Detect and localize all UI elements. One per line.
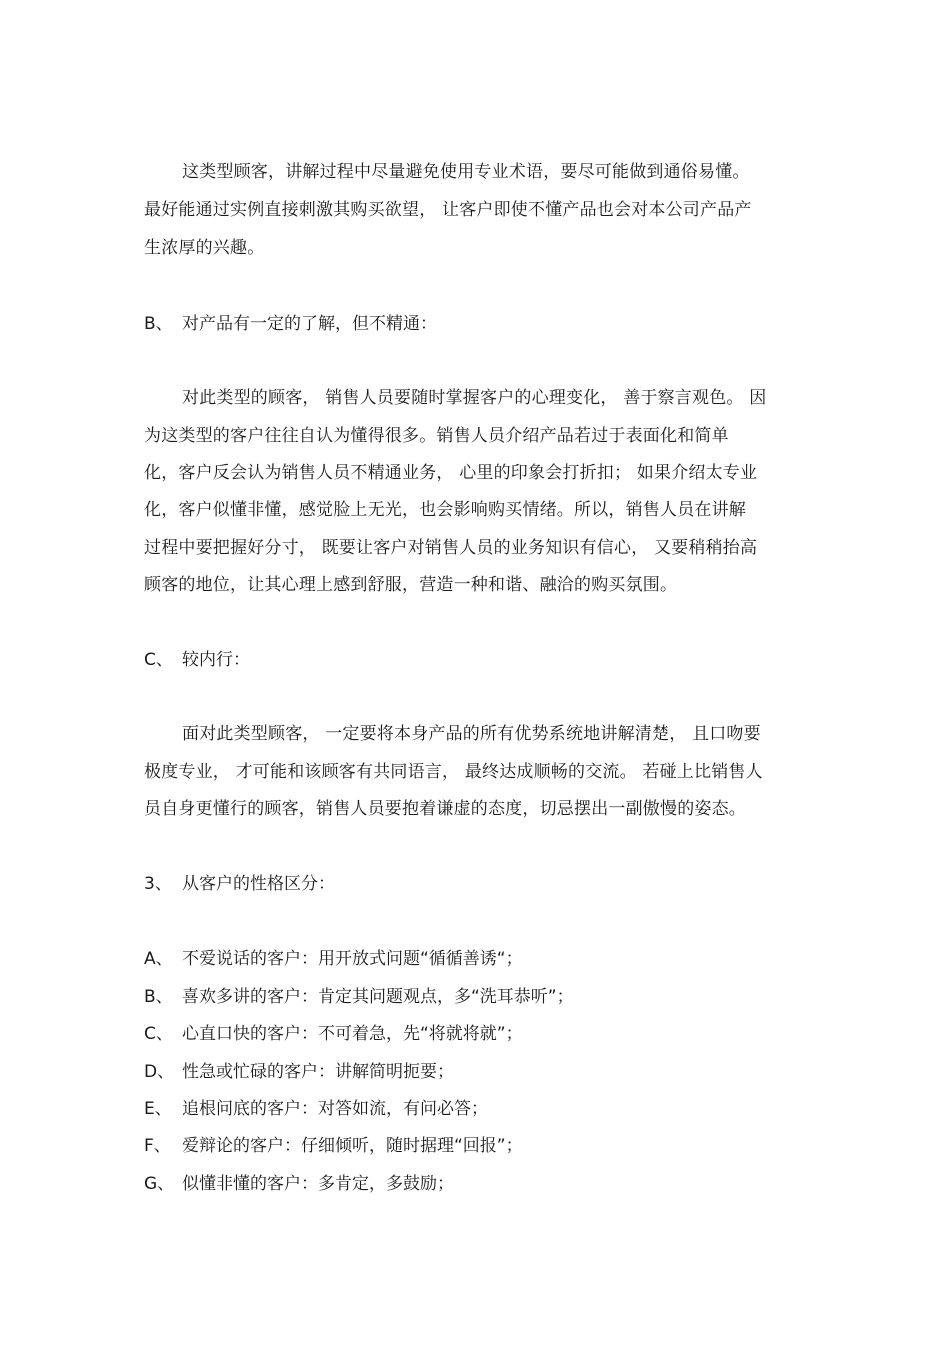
list-item-d: 性急或忙碌的客户：讲解简明扼要；: [182, 1062, 454, 1082]
section-b-marker: B、: [144, 314, 173, 334]
list-item-a: 不爱说话的客户：用开放式问题“循循善诱“；: [182, 949, 523, 969]
paragraph-1-line-1: 这类型顾客，讲解过程中尽量避免使用专业术语，要尽可能做到通俗易懂。: [182, 162, 750, 182]
list-item-f: 爱辩论的客户：仔细倾听，随时据理“回报”；: [182, 1136, 523, 1156]
list-item-e-marker: E、: [144, 1099, 172, 1119]
list-item-b: 喜欢多讲的客户：肯定其问题观点，多“洗耳恭听”；: [182, 987, 574, 1007]
paragraph-3-line-3: 员自身更懂行的顾客，销售人员要抱着谦虚的态度，切忌摆出一副傲慢的姿态。: [144, 799, 746, 819]
paragraph-2-line-1: 对此类型的顾客， 销售人员要随时掌握客户的心理变化， 善于察言观色。 因: [182, 388, 767, 408]
section-3-marker: 3、: [144, 874, 172, 894]
list-item-g-marker: G、: [144, 1174, 175, 1194]
list-item-g: 似懂非懂的客户：多肯定，多鼓励；: [182, 1174, 454, 1194]
list-item-d-marker: D、: [144, 1062, 175, 1082]
paragraph-2-line-4: 化，客户似懂非懂，感觉脸上无光，也会影响购买情绪。所以，销售人员在讲解: [144, 500, 746, 520]
list-item-f-marker: F、: [144, 1136, 171, 1156]
list-item-e: 追根问底的客户：对答如流，有问必答；: [182, 1099, 488, 1119]
section-3-heading: 从客户的性格区分：: [182, 874, 335, 894]
paragraph-2-line-5: 过程中要把握好分寸， 既要让客户对销售人员的业务知识有信心， 又要稍稍抬高: [144, 538, 758, 558]
section-c-heading: 较内行：: [182, 650, 250, 670]
paragraph-3-line-2: 极度专业， 才可能和该顾客有共同语言， 最终达成顺畅的交流。 若碰上比销售人: [144, 762, 763, 782]
section-b-heading: 对产品有一定的了解，但不精通：: [182, 314, 437, 334]
paragraph-2-line-3: 化，客户反会认为销售人员不精通业务， 心里的印象会打折扣； 如果介绍太专业: [144, 463, 758, 483]
list-item-b-marker: B、: [144, 987, 173, 1007]
paragraph-3-line-1: 面对此类型顾客， 一定要将本身产品的所有优势系统地讲解清楚， 且口吻要: [182, 724, 761, 744]
paragraph-2-line-2: 为这类型的客户往往自认为懂得很多。销售人员介绍产品若过于表面化和简单: [144, 426, 729, 446]
section-c-marker: C、: [144, 650, 173, 670]
list-item-c-marker: C、: [144, 1024, 173, 1044]
paragraph-1-line-2: 最好能通过实例直接刺激其购买欲望， 让客户即使不懂产品也会对本公司产品产: [144, 200, 752, 220]
list-item-c: 心直口快的客户：不可着急，先“将就将就”；: [182, 1024, 523, 1044]
paragraph-1-line-3: 生浓厚的兴趣。: [144, 238, 265, 258]
paragraph-2-line-6: 顾客的地位，让其心理上感到舒服，营造一种和谐、融洽的购买氛围。: [144, 575, 678, 595]
list-item-a-marker: A、: [144, 949, 173, 969]
